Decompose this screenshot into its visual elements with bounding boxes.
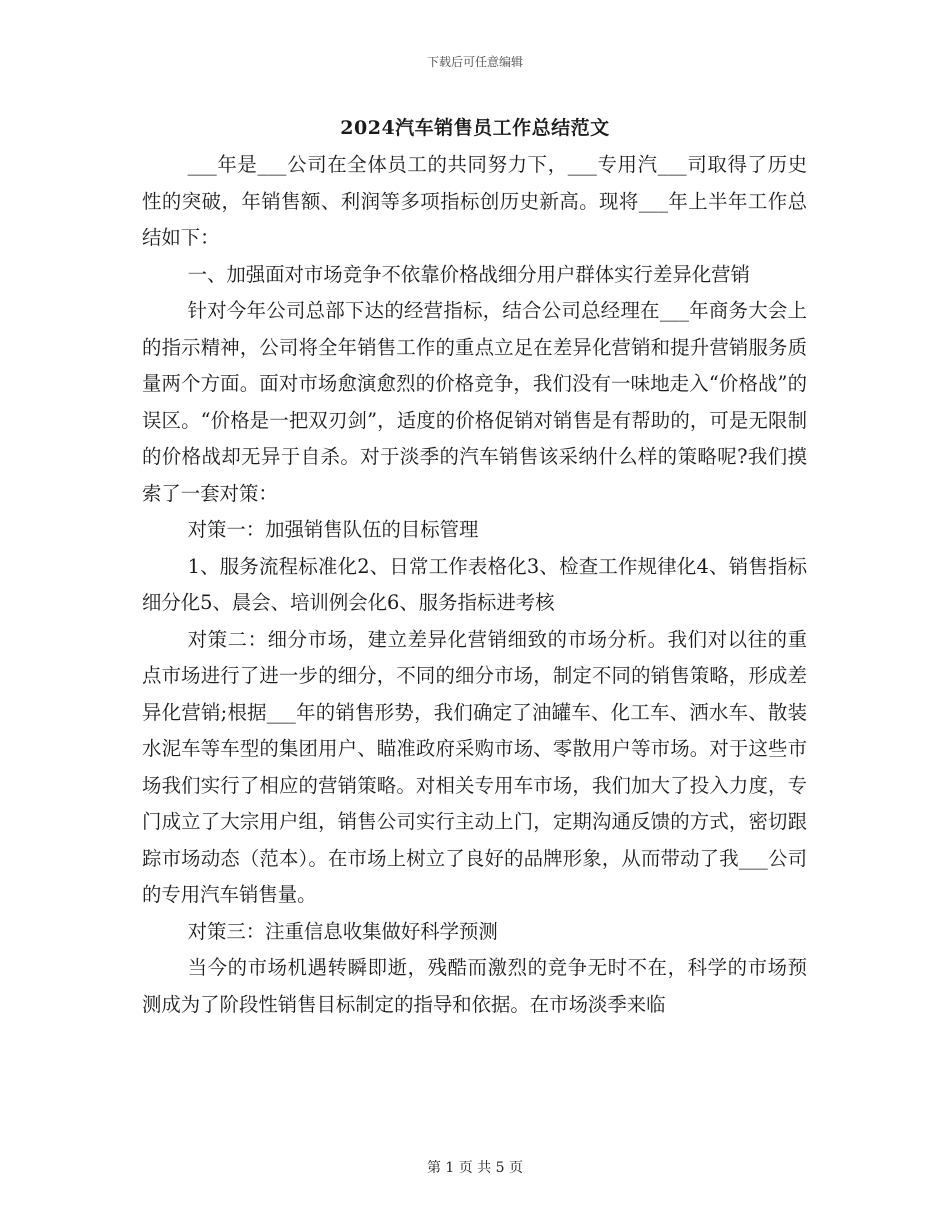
document-body [142, 147, 807, 1023]
paragraph-pricing: 针对今年公司总部下达的经营指标，结合公司总经理在___年商务大会上的指示精神，公司将全年销售工作的重点立足在差异化营销和提升营销服务质量两个方面。面对市场愈演愈烈的价格竞争，我们没有一味地走入“价格战”的误区。“价格是一把双刃剑”，适度的价格促销对销售是有帮助的，可是无限制的价格战却无异于自杀。对于淡季的汽车销售该采纳什么样的策略呢?我们摸索了一套对策： [142, 299, 807, 505]
page-number: 第 1 页 共 5 页 [426, 1160, 524, 1176]
section-heading-1: 一、加强面对市场竞争不依靠价格战细分用户群体实行差异化营销 [187, 262, 750, 286]
paragraph-strategy-list: 1、服务流程标准化2、日常工作表格化3、检查工作规律化4、销售指标细分化5、晨会、培训例会化6、服务指标进考核 [142, 554, 807, 614]
document-title: 2024汽车销售员工作总结范文 [340, 117, 610, 139]
header-note: 下载后可任意编辑 [426, 55, 523, 69]
paragraph-forecast: 当今的市场机遇转瞬即逝，残酷而激烈的竞争无时不在，科学的市场预测成为了阶段性销售目标制定的指导和依据。在市场淡季来临 [142, 956, 807, 1016]
strategy-heading-3: 对策三：注重信息收集做好科学预测 [187, 919, 498, 943]
paragraph-strategy-2: 对策二：细分市场，建立差异化营销细致的市场分析。我们对以往的重点市场进行了进一步的细分，不同的细分市场，制定不同的销售策略，形成差异化营销;根据___年的销售形势，我们确定了油罐车、化工车、洒水车、散装水泥车等车型的集团用户、瞄准政府采购市场、零散用户等市场。对于这些市场我们实行了相应的营销策略。对相关专用车市场，我们加大了投入力度，专门成立了大宗用户组，销售公司实行主动上门，定期沟通反馈的方式，密切跟踪市场动态（范本）。在市场上树立了良好的品牌形象，从而带动了我___公司的专用汽车销售量。 [142, 627, 807, 906]
paragraph-intro: ___年是___公司在全体员工的共同努力下，___专用汽___司取得了历史性的突破，年销售额、利润等多项指标创历史新高。现将___年上半年工作总结如下： [142, 153, 807, 249]
strategy-heading-1: 对策一：加强销售队伍的目标管理 [187, 518, 479, 541]
